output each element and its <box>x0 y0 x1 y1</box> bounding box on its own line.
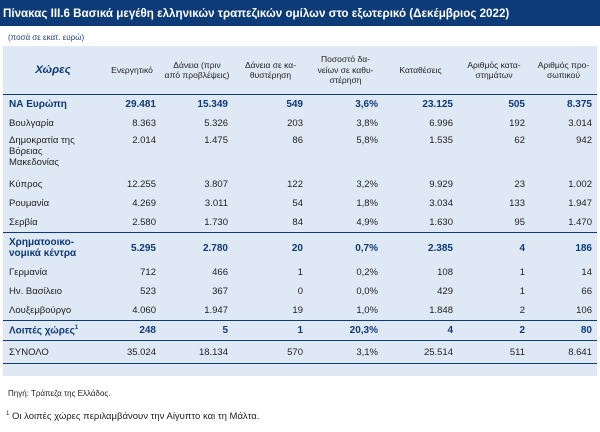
table-row <box>3 175 597 194</box>
table-cell: 570 <box>233 341 308 364</box>
table-cell: 66 <box>581 286 592 297</box>
data-table-container <box>3 46 597 376</box>
group-row <box>3 233 597 264</box>
footnote <box>6 411 259 422</box>
table-cell: 20,3% <box>308 321 383 341</box>
table-cell: 942 <box>576 135 592 146</box>
table-cell: 192 <box>509 118 525 129</box>
table-cell: 429 <box>437 286 453 297</box>
table-cell: 523 <box>140 286 156 297</box>
table-cell: 1.535 <box>429 135 453 146</box>
table-cell: 505 <box>508 99 525 110</box>
table-cell: 3.011 <box>204 198 228 209</box>
table-cell: 248 <box>103 321 161 341</box>
group-row <box>3 321 597 341</box>
row-label <box>3 301 103 321</box>
table-cell: 1,8% <box>356 198 378 209</box>
header-text-line: στέρηση <box>329 75 362 86</box>
header-text-line: στημάτων <box>475 70 513 80</box>
table-cell: 3,8% <box>356 118 378 129</box>
table-cell: 54 <box>292 198 303 209</box>
table-cell: 5.295 <box>130 242 156 254</box>
header-text-line: Χώρες <box>35 63 71 76</box>
row-label-text: Βουλγαρία <box>9 118 54 129</box>
table-cell: 2.580 <box>103 213 161 233</box>
table-cell: 0,2% <box>356 267 378 278</box>
header-cell <box>530 46 597 95</box>
row-label-line: Χρηματοοικο- <box>9 237 75 248</box>
table-cell: 6.996 <box>429 118 453 129</box>
table-cell: 5.326 <box>204 118 228 129</box>
table-cell: 19 <box>233 301 308 321</box>
row-label-text: Λουξεμβούργο <box>9 305 72 316</box>
table-cell: 35.024 <box>103 341 161 364</box>
header-cell <box>161 46 233 95</box>
header-cell <box>233 46 308 95</box>
table-cell: 2.014 <box>132 135 156 146</box>
row-label <box>3 282 103 301</box>
row-label-text: Λοιπές χώρες <box>9 325 75 337</box>
header-cell <box>458 46 530 95</box>
row-label-text: Ην. Βασίλειο <box>9 286 63 297</box>
table-cell: 2.385 <box>427 242 453 254</box>
table-cell: 5,8% <box>356 135 378 146</box>
table-cell: 1.002 <box>568 179 592 190</box>
table-cell: 80 <box>530 321 597 341</box>
group-row <box>3 95 597 115</box>
row-label-text: Γερμανία <box>9 267 48 278</box>
footnote-ref: 1 <box>74 324 79 331</box>
table-cell: 1 <box>233 321 308 341</box>
table-cell: 133 <box>509 198 525 209</box>
table-cell: 62 <box>514 135 525 146</box>
row-label <box>3 213 103 233</box>
table-cell: 1.848 <box>383 301 458 321</box>
table-cell: 466 <box>212 267 228 278</box>
table-cell: 108 <box>437 267 453 278</box>
table-cell: 4 <box>383 321 458 341</box>
table-cell: 9.929 <box>429 179 453 190</box>
table-cell: 5 <box>161 321 233 341</box>
header-cell <box>383 46 458 95</box>
footnote-text: Οι λοιπές χώρες περιλαμβάνουν την Αίγυπτο και τη Μάλτα. <box>9 411 260 423</box>
row-label-text: ΣΥΝΟΛΟ <box>9 346 49 358</box>
row-label-text: Ρουμανία <box>9 198 50 209</box>
row-label-line: Δημοκρατία της <box>9 135 75 146</box>
row-label <box>3 194 103 213</box>
table-cell: 3.807 <box>204 179 228 190</box>
header-text-line: Αριθμός κατα- <box>467 59 521 70</box>
table-row <box>3 213 597 233</box>
table-cell: 203 <box>287 118 303 129</box>
table-row <box>3 194 597 213</box>
table-cell: 25.514 <box>383 341 458 364</box>
table-cell: 3,2% <box>356 179 378 190</box>
row-label <box>3 133 103 175</box>
table-cell: 1 <box>519 286 525 297</box>
row-label-text: Κύπρος <box>9 179 43 190</box>
header-text-line: θυστέρηση <box>249 70 292 80</box>
table-cell: 1.730 <box>161 213 233 233</box>
table-cell: 86 <box>292 135 303 146</box>
table-cell: 549 <box>286 99 303 110</box>
header-text-line: Δάνεια σε κα- <box>244 59 297 70</box>
table-cell: 18.134 <box>161 341 233 364</box>
row-label <box>3 263 103 282</box>
row-label <box>3 321 103 341</box>
row-label <box>3 114 103 133</box>
table-cell: 1,0% <box>308 301 383 321</box>
units-note: (ποσά σε εκατ. ευρώ) <box>8 33 85 42</box>
table-cell: 186 <box>575 242 592 254</box>
table-row <box>3 263 597 282</box>
table-cell: 2.780 <box>202 242 228 254</box>
header-text-line: Ποσοστό δα- <box>320 54 370 65</box>
table-row <box>3 133 597 175</box>
table-cell: 1.470 <box>530 213 597 233</box>
header-text-line: Καταθέσεις <box>399 64 442 75</box>
table-cell: 511 <box>458 341 530 364</box>
header-text-line: νείων σε καθυ- <box>317 64 374 75</box>
table-cell: 12.255 <box>126 179 156 190</box>
source-note: Πηγή: Τράπεζα της Ελλάδος. <box>8 389 111 398</box>
table-cell: 8.641 <box>530 341 597 364</box>
table-cell: 3,6% <box>355 99 378 110</box>
header-text-line: Ενεργητικό <box>111 64 153 75</box>
table-cell: 1.475 <box>204 135 228 146</box>
table-cell: 122 <box>287 179 303 190</box>
table-cell: 8.363 <box>132 118 156 129</box>
header-text-line: σωπικού <box>546 70 581 80</box>
total-row <box>3 341 597 364</box>
table-cell: 1.630 <box>383 213 458 233</box>
table-cell: 4.269 <box>132 198 156 209</box>
table-cell: 367 <box>212 286 228 297</box>
table-cell: 8.375 <box>566 99 592 110</box>
table-title-text: Πίνακας ΙΙΙ.6 Βασικά μεγέθη ελληνικών τραπεζικών ομίλων στο εξωτερικό (Δεκέμβριος 2022) <box>3 6 510 20</box>
table-cell: 15.349 <box>197 99 228 110</box>
footnote-marker: 1 <box>6 411 10 417</box>
row-label-text: ΝΑ Ευρώπη <box>9 99 67 110</box>
table-row <box>3 114 597 133</box>
table-cell: 106 <box>530 301 597 321</box>
data-table <box>3 46 597 364</box>
row-label-line: Βόρειας <box>9 146 43 157</box>
table-cell: 712 <box>140 267 156 278</box>
table-cell: 3.014 <box>568 118 592 129</box>
table-cell: 29.481 <box>125 99 156 110</box>
table-cell: 0,0% <box>356 286 378 297</box>
header-text-line: Αριθμός προ- <box>537 59 590 70</box>
row-label-text: Σερβία <box>9 217 38 228</box>
table-cell: 3.034 <box>429 198 453 209</box>
table-cell: 23.125 <box>422 99 453 110</box>
table-cell: 1 <box>297 267 303 278</box>
table-cell: 84 <box>233 213 308 233</box>
table-cell: 2 <box>458 301 530 321</box>
header-countries <box>3 46 103 95</box>
table-cell: 1.947 <box>568 198 592 209</box>
header-cell <box>103 46 161 95</box>
row-label <box>3 341 103 364</box>
row-label <box>3 175 103 194</box>
row-label-line: νομικά κέντρα <box>9 248 77 259</box>
table-cell: 0,7% <box>355 242 378 254</box>
table-cell: 4.060 <box>103 301 161 321</box>
table-row <box>3 282 597 301</box>
row-label-line: Μακεδονίας <box>9 157 59 168</box>
table-title <box>0 0 600 26</box>
table-cell: 4 <box>519 242 525 254</box>
table-cell: 1.947 <box>161 301 233 321</box>
table-body <box>3 95 597 364</box>
table-header-row <box>3 46 597 95</box>
table-cell: 23 <box>514 179 525 190</box>
table-cell: 4,9% <box>308 213 383 233</box>
row-label <box>3 95 103 115</box>
table-cell: 3,1% <box>308 341 383 364</box>
header-cell <box>308 46 383 95</box>
table-cell: 0 <box>297 286 303 297</box>
table-cell: 1 <box>519 267 525 278</box>
table-cell: 2 <box>458 321 530 341</box>
header-text-line: Δάνεια (πριν <box>173 59 221 70</box>
table-cell: 14 <box>581 267 592 278</box>
table-cell: 95 <box>458 213 530 233</box>
header-text-line: από προβλέψεις) <box>164 70 230 80</box>
table-cell: 20 <box>291 242 303 254</box>
table-row <box>3 301 597 321</box>
row-label <box>3 233 103 264</box>
